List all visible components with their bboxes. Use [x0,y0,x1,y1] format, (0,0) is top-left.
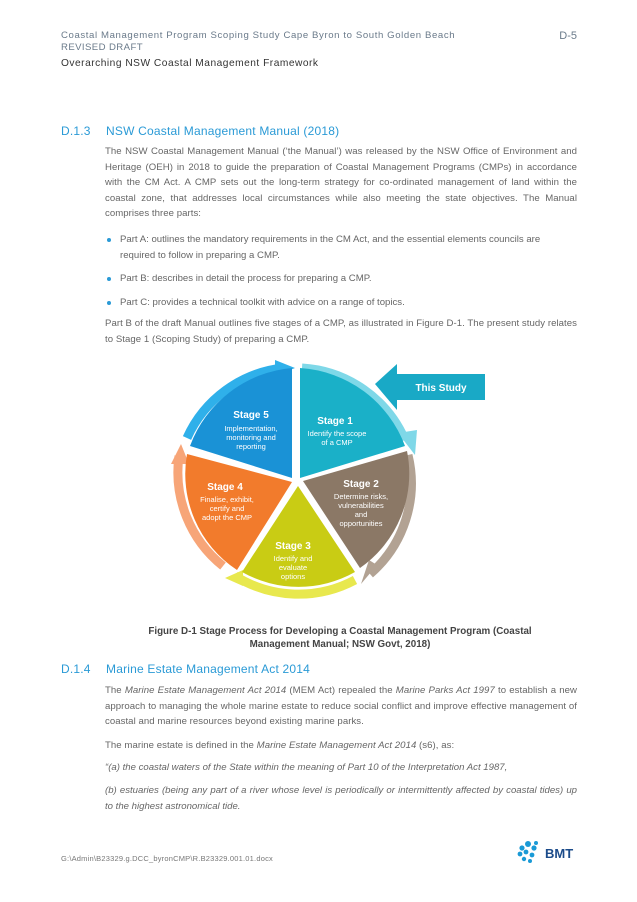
section-title: NSW Coastal Management Manual (2018) [106,124,340,138]
bullet-item: Part B: describes in detail the process for preparing a CMP. [105,271,577,287]
quote-b: (b) estuaries (being any part of a river whose level is periodically or intermittently affected by coastal tides) up to the highest astronomical tide. [105,785,577,812]
stage-2-line: and [354,510,368,519]
stage-4-line: Finalise, exhibit, [200,495,254,504]
stage-2-line: Determine risks, [333,492,389,501]
stage-5-title: Stage 5 [233,410,269,421]
act-name: Marine Estate Management Act 2014 [124,685,287,696]
act-name: Marine Estate Management Act 2014 [256,740,417,751]
file-path: G:\Admin\B23329.g.DCC_byronCMP\R.B23329.001.01.docx [61,854,273,863]
logo-text: BMT [545,846,574,861]
stage-3-line: evaluate [278,563,308,572]
stage-4-line: adopt the CMP [201,513,253,522]
arrow-head-3 [225,570,243,586]
stage-1-line: Identify the scope [307,429,367,438]
section-heading-d14 [61,662,310,676]
bullet-list [105,232,577,318]
page-header [61,30,581,71]
stage-4-line: certify and [209,504,245,513]
stage-3-title: Stage 3 [275,541,311,552]
stage-5-line: Implementation, [224,424,278,433]
stage-3-line: Identify and [273,554,313,563]
paragraph [105,738,577,754]
stage-3-line: options [280,572,306,581]
section-number: D.1.4 [61,662,91,676]
stage-1-title: Stage 1 [317,416,353,427]
figure-caption: Figure D-1 Stage Process for Developing a Coastal Management Program (Coastal Management Manual; NSW Govt, 2018) [148,626,532,650]
text-run: The [105,685,125,696]
stage-1-line: of a CMP [321,438,353,447]
stage-2-line: vulnerabilities [338,501,384,510]
stage-5-line: monitoring and [226,433,276,442]
paragraph: The NSW Coastal Management Manual (‘the Manual’) was released by the NSW Office of Environment and Heritage (OEH) in 2018 to guide the preparation of Coastal Management Programs (CMPs) in accordance with the CM Act. A CMP sets out the long-term strategy for co-ordinated management of land within the coastal zone, that addresses local circumstances while also meeting the state objectives. The Manual comprises three parts: [105,146,577,219]
paragraph: Part B of the draft Manual outlines five stages of a CMP, as illustrated in Figure D-1. The present study relates to Stage 1 (Scoping Study) of preparing a CMP. [105,318,577,345]
this-study-label: This Study [415,383,467,394]
section-number: D.1.3 [61,124,91,138]
bullet-item: Part A: outlines the mandatory requirements in the CM Act, and the essential elements councils are required to follow in preparing a CMP. [105,232,577,263]
page-number: D-5 [559,30,577,42]
paragraph [105,683,577,730]
stage-4-title: Stage 4 [207,482,243,493]
this-study-callout [375,364,485,410]
text-run: (MEM Act) repealed the [286,685,396,696]
text-run: to establish a new approach to managing the whole marine estate to reduce social conflict and improve effective management of coastal and marine resources beyond existing marine parks. [105,685,578,727]
section-heading-d13 [61,124,339,138]
stage-2-title: Stage 2 [343,479,379,490]
act-name: Marine Parks Act 1997 [395,685,495,696]
stage-process-diagram [165,360,505,610]
text-run: The marine estate is defined in the [105,740,257,751]
stage-5-line: reporting [236,442,266,451]
chapter-title: Overarching NSW Coastal Management Framework [61,58,319,69]
bullet-item: Part C: provides a technical toolkit with advice on a range of topics. [105,295,577,311]
text-run: (s6), as: [416,740,455,751]
draft-label: REVISED DRAFT [61,42,143,53]
report-title: Coastal Management Program Scoping Study Cape Byron to South Golden Beach [61,30,456,41]
quote-a: “(a) the coastal waters of the State within the meaning of Part 10 of the Interpretation Act 1987, [105,762,508,773]
stage-2-line: opportunities [339,519,383,528]
section-title: Marine Estate Management Act 2014 [106,662,311,676]
